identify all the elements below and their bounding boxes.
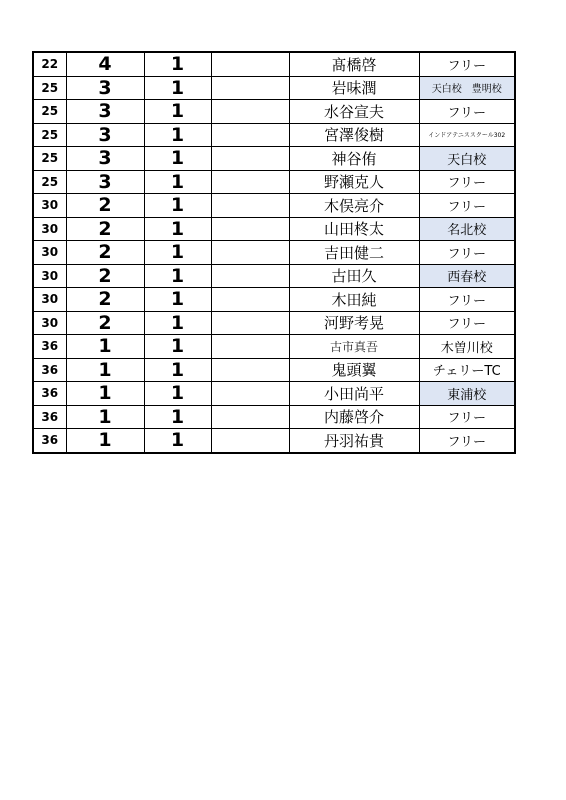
- table-row: [33, 311, 515, 335]
- count-cell: 1: [66, 358, 144, 382]
- rank-cell: 30: [33, 264, 66, 288]
- table-row: [33, 241, 515, 265]
- count-cell-2: 1: [144, 100, 211, 124]
- ranking-table: [32, 51, 516, 454]
- count-cell: 1: [66, 382, 144, 406]
- count-cell-2: 1: [144, 288, 211, 312]
- table-row: [33, 358, 515, 382]
- rank-cell: 30: [33, 194, 66, 218]
- count-cell: 3: [66, 123, 144, 147]
- count-cell: 1: [66, 429, 144, 453]
- player-name: 小田尚平: [289, 382, 419, 406]
- club-cell: 木曽川校: [419, 335, 515, 359]
- rank-cell: 30: [33, 217, 66, 241]
- rank-cell: 30: [33, 241, 66, 265]
- rank-cell: 36: [33, 405, 66, 429]
- player-name: 吉田健二: [289, 241, 419, 265]
- empty-cell: [211, 288, 289, 312]
- count-cell-2: 1: [144, 405, 211, 429]
- empty-cell: [211, 311, 289, 335]
- rank-cell: 25: [33, 76, 66, 100]
- empty-cell: [211, 358, 289, 382]
- player-name: 丹羽祐貴: [289, 429, 419, 453]
- club-cell: 名北校: [419, 217, 515, 241]
- count-cell: 3: [66, 100, 144, 124]
- table-row: [33, 288, 515, 312]
- count-cell-2: 1: [144, 52, 211, 76]
- club-cell: 西春校: [419, 264, 515, 288]
- count-cell-2: 1: [144, 264, 211, 288]
- table-row: [33, 123, 515, 147]
- club-cell: フリー: [419, 100, 515, 124]
- count-cell-2: 1: [144, 335, 211, 359]
- empty-cell: [211, 382, 289, 406]
- player-name: 古市真吾: [289, 335, 419, 359]
- club-cell: フリー: [419, 52, 515, 76]
- player-name: 内藤啓介: [289, 405, 419, 429]
- empty-cell: [211, 123, 289, 147]
- count-cell: 2: [66, 288, 144, 312]
- player-name: 岩味潤: [289, 76, 419, 100]
- empty-cell: [211, 241, 289, 265]
- table-row: [33, 429, 515, 453]
- count-cell-2: 1: [144, 382, 211, 406]
- count-cell: 2: [66, 311, 144, 335]
- club-cell: フリー: [419, 405, 515, 429]
- empty-cell: [211, 264, 289, 288]
- player-name: 山田柊太: [289, 217, 419, 241]
- club-cell: フリー: [419, 194, 515, 218]
- count-cell: 2: [66, 241, 144, 265]
- rank-cell: 36: [33, 382, 66, 406]
- count-cell: 1: [66, 405, 144, 429]
- empty-cell: [211, 194, 289, 218]
- rank-cell: 36: [33, 335, 66, 359]
- empty-cell: [211, 147, 289, 171]
- count-cell-2: 1: [144, 358, 211, 382]
- club-cell: 東浦校: [419, 382, 515, 406]
- count-cell: 2: [66, 217, 144, 241]
- club-cell: インドアテニススクール302: [419, 123, 515, 147]
- count-cell: 3: [66, 147, 144, 171]
- empty-cell: [211, 170, 289, 194]
- empty-cell: [211, 405, 289, 429]
- rank-cell: 22: [33, 52, 66, 76]
- rank-cell: 25: [33, 170, 66, 194]
- table-row: [33, 194, 515, 218]
- table-row: [33, 405, 515, 429]
- rank-cell: 25: [33, 123, 66, 147]
- count-cell-2: 1: [144, 241, 211, 265]
- rank-cell: 25: [33, 147, 66, 171]
- club-cell: 天白校 豊明校: [419, 76, 515, 100]
- count-cell: 3: [66, 76, 144, 100]
- club-cell: フリー: [419, 311, 515, 335]
- count-cell-2: 1: [144, 147, 211, 171]
- table-row: [33, 147, 515, 171]
- player-name: 鬼頭翼: [289, 358, 419, 382]
- table-row: [33, 76, 515, 100]
- count-cell-2: 1: [144, 170, 211, 194]
- table-row: [33, 335, 515, 359]
- player-name: 水谷宣夫: [289, 100, 419, 124]
- empty-cell: [211, 429, 289, 453]
- rank-cell: 30: [33, 288, 66, 312]
- player-name: 木田純: [289, 288, 419, 312]
- club-cell: 天白校: [419, 147, 515, 171]
- player-name: 髙橋啓: [289, 52, 419, 76]
- player-name: 木俣亮介: [289, 194, 419, 218]
- count-cell: 3: [66, 170, 144, 194]
- player-name: 古田久: [289, 264, 419, 288]
- empty-cell: [211, 100, 289, 124]
- count-cell: 4: [66, 52, 144, 76]
- club-cell: フリー: [419, 241, 515, 265]
- table-row: [33, 52, 515, 76]
- rank-cell: 25: [33, 100, 66, 124]
- count-cell: 2: [66, 194, 144, 218]
- empty-cell: [211, 217, 289, 241]
- club-cell: フリー: [419, 288, 515, 312]
- count-cell-2: 1: [144, 217, 211, 241]
- empty-cell: [211, 76, 289, 100]
- count-cell-2: 1: [144, 123, 211, 147]
- rank-cell: 36: [33, 358, 66, 382]
- table-row: [33, 264, 515, 288]
- player-name: 宮澤俊樹: [289, 123, 419, 147]
- count-cell-2: 1: [144, 76, 211, 100]
- empty-cell: [211, 335, 289, 359]
- player-name: 神谷侑: [289, 147, 419, 171]
- table-row: [33, 100, 515, 124]
- count-cell: 1: [66, 335, 144, 359]
- rank-cell: 30: [33, 311, 66, 335]
- table-row: [33, 382, 515, 406]
- rank-cell: 36: [33, 429, 66, 453]
- club-cell: チェリーTC: [419, 358, 515, 382]
- empty-cell: [211, 52, 289, 76]
- table-row: [33, 217, 515, 241]
- count-cell-2: 1: [144, 429, 211, 453]
- club-cell: フリー: [419, 170, 515, 194]
- player-name: 河野考晃: [289, 311, 419, 335]
- count-cell-2: 1: [144, 311, 211, 335]
- count-cell-2: 1: [144, 194, 211, 218]
- player-name: 野瀬克人: [289, 170, 419, 194]
- club-cell: フリー: [419, 429, 515, 453]
- table-row: [33, 170, 515, 194]
- count-cell: 2: [66, 264, 144, 288]
